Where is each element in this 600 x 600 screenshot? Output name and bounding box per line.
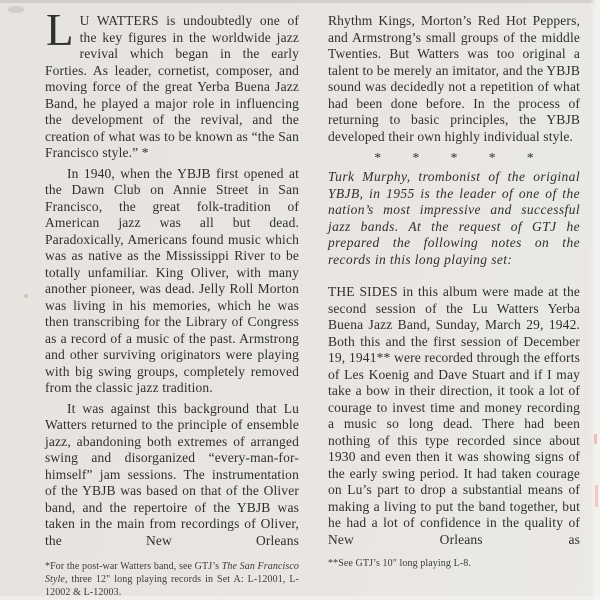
footnote-left-prefix: *For the post-war Watters band, see GTJ’s [45, 561, 222, 572]
paragraph-turk-murphy: Turk Murphy, trombonist of the original YBJB, in 1955 is the leader of one of the nation’s most impressive and successful jazz bands. At the request of GTJ he prepared the following notes on the records in this long playing set: [328, 169, 580, 267]
scan-dot-artifact [24, 294, 28, 298]
asterisk-separator: * * * * * [374, 150, 534, 165]
scan-pink-mark [594, 434, 597, 444]
dropcap-letter: L [46, 5, 74, 55]
footnote-left-suffix: , three 12" long playing records in Set A: L-12001, L-12002 & L-12003. [45, 574, 299, 598]
paragraph-background: It was against this background that Lu Watters returned to the principle of ensemble jazz, abandoning both extremes of arranged swing and disorganized “every-man-for-himself” jam sessions. The instrumentation of the YBJB was based on that of the Oliver band, and the repertoire of the YBJB was taken in the main from recordings of Oliver, the New Orleans [45, 400, 299, 548]
scan-smudge [8, 6, 24, 13]
scan-edge-bottom [0, 596, 600, 600]
paragraph-the-sides: THE SIDES in this album were made at the second session of the Lu Watters Yerba Buena Jazz Band, Sunday, March 29, 1942. Both this and the first session of December 19, 1941** were recorded through the efforts of Les Koenig and Dave Stuart and if I may take a bow in their direction, it took a lot of courage to invest time and money recording a music so long dead. There had been nothing of this type recorded since about 1930 and even then it was showing signs of the early swing period. It had taken courage on Lu’s part to drop a substantial means of making a living to put the band together, but he had a lot of confidence in the quality of New Orleans as [328, 284, 580, 547]
paragraph-intro-text: U WATTERS is undoubtedly one of the key figures in the worldwide jazz revival which began in the early Forties. As leader, cornetist, composer, and moving force of the great Yerba Buena Jazz Band, he played a major role in influencing the development of the revival, and the creation of what was to be known as “the San Francisco style.” * [45, 13, 299, 160]
footnote-right: **See GTJ’s 10" long playing L-8. [328, 558, 471, 569]
paragraph-1940: In 1940, when the YBJB first opened at the Dawn Club on Annie Street in San Francisco, the great folk-tradition of American jazz was all but dead. Paradoxically, Americans found music which was as native as the Mississippi River to be totally unfamiliar. King Oliver, with many another pioneer, was dead. Jelly Roll Morton was living in his memories, which he was then transcribing for the Library of Congress as a record of a music of the past. Armstrong and other surviving originators were playing with big swing groups, completely removed from the classic jazz tradition. [45, 165, 299, 395]
right-column [328, 13, 580, 580]
scan-pink-mark [595, 485, 598, 507]
scan-edge-top [0, 0, 600, 3]
paragraph-intro [45, 5, 299, 162]
left-column [45, 5, 300, 600]
footnote-left [45, 560, 299, 599]
scan-edge-right [590, 0, 600, 600]
paragraph-rhythm-kings: Rhythm Kings, Morton’s Red Hot Peppers, and Armstrong’s small groups of the middle Twenties. But Watters was too original a talent to be merely an imitator, and the YBJB sound was decidedly not a repetition of what had been done before. In the process of returning to basic principles, the YBJB developed their own highly individual style. [328, 13, 580, 144]
footnote-left-title: The San Francisco Style [45, 561, 300, 585]
